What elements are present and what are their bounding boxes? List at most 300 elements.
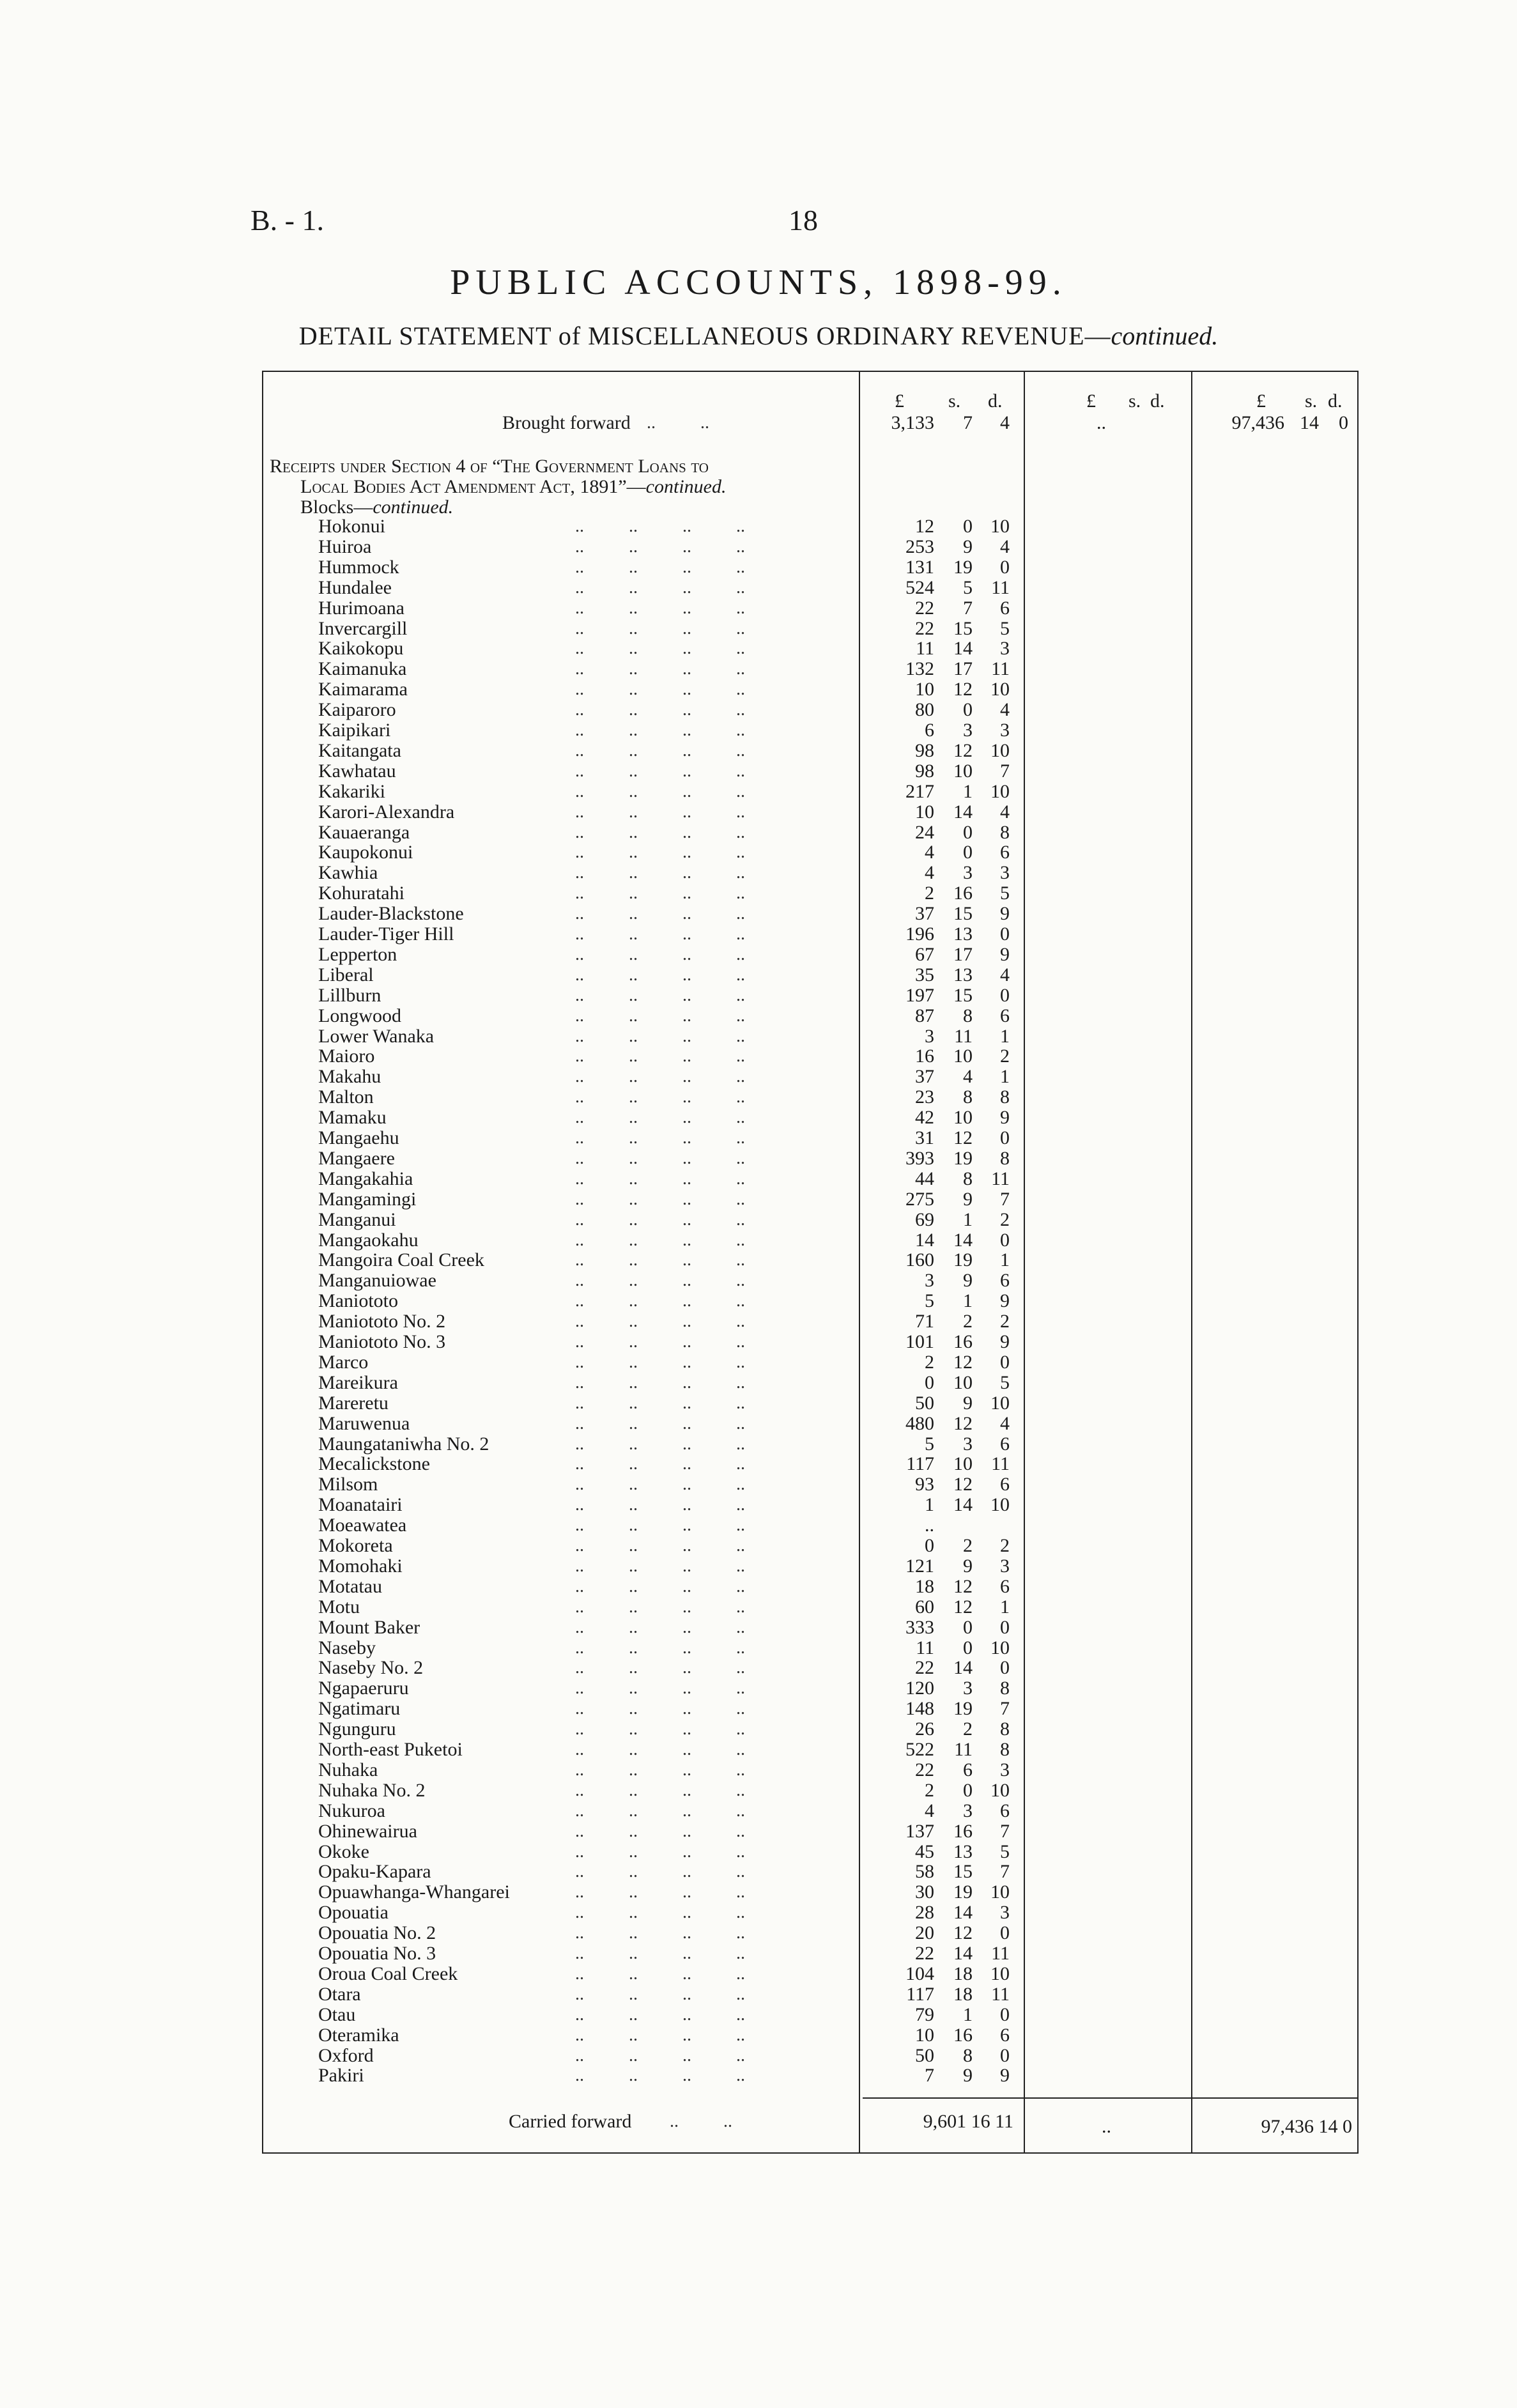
table-row xyxy=(0,619,1517,639)
row-leader-dots: .. .. .. .. xyxy=(575,1658,745,1678)
row-block-name: Invercargill xyxy=(318,617,408,639)
table-row xyxy=(0,883,1517,904)
row-shillings: 10 xyxy=(953,1107,973,1129)
row-pence: 0 xyxy=(1000,923,1010,945)
row-block-name: Okoke xyxy=(318,1841,369,1862)
row-pounds: 87 xyxy=(915,1005,934,1026)
row-leader-dots: .. .. .. .. xyxy=(575,577,745,598)
row-block-name: Huiroa xyxy=(318,536,372,557)
row-block-name: Moeawatea xyxy=(318,1515,407,1536)
row-shillings: 18 xyxy=(953,1963,973,1984)
table-row xyxy=(0,1882,1517,1902)
row-pounds: 12 xyxy=(915,516,934,537)
row-leader-dots: .. .. .. .. xyxy=(575,516,745,536)
row-shillings: 15 xyxy=(953,903,973,925)
row-pence: 6 xyxy=(1000,1270,1010,1292)
row-pounds: 30 xyxy=(915,1881,934,1903)
row-pence: 0 xyxy=(1000,556,1010,578)
row-pence: 3 xyxy=(1000,1555,1010,1577)
row-pounds: 67 xyxy=(915,943,934,965)
table-row xyxy=(0,782,1517,802)
row-leader-dots: .. .. .. .. xyxy=(575,964,745,985)
row-block-name: Nukuroa xyxy=(318,1800,385,1821)
row-block-name: Kaiparoro xyxy=(318,699,396,721)
table-row xyxy=(0,1006,1517,1026)
row-pounds: 117 xyxy=(906,1453,934,1475)
row-block-name: Oroua Coal Creek xyxy=(318,1963,458,1984)
row-shillings: 12 xyxy=(953,1127,973,1148)
col1-pound-heading: £ xyxy=(895,390,904,412)
row-leader-dots: .. .. .. .. xyxy=(575,1230,745,1250)
row-block-name: Mamaku xyxy=(318,1107,387,1129)
row-leader-dots: .. .. .. .. xyxy=(575,904,745,924)
table-row xyxy=(0,1108,1517,1128)
row-pence: 10 xyxy=(990,679,1010,700)
table-row xyxy=(0,802,1517,822)
row-pence: 7 xyxy=(1000,1861,1010,1883)
row-pounds: 3 xyxy=(925,1270,934,1292)
row-block-name: Kaikokopu xyxy=(318,638,404,660)
row-pence: 0 xyxy=(1000,2003,1010,2025)
row-leader-dots: .. .. .. .. xyxy=(575,1005,745,1026)
row-pounds: 93 xyxy=(915,1474,934,1495)
row-block-name: Opouatia No. 2 xyxy=(318,1922,436,1944)
row-block-name: Kohuratahi xyxy=(318,883,404,904)
row-leader-dots: .. .. .. .. xyxy=(575,700,745,720)
row-block-name: Longwood xyxy=(318,1005,401,1026)
row-leader-dots: .. .. .. .. xyxy=(575,1576,745,1596)
table-row xyxy=(0,1230,1517,1251)
row-leader-dots: .. .. .. .. xyxy=(575,1984,745,2004)
row-pounds: 196 xyxy=(905,923,934,945)
row-leader-dots: .. .. .. .. xyxy=(575,1596,745,1617)
row-leader-dots: .. .. .. .. xyxy=(575,1291,745,1311)
table-row xyxy=(0,1148,1517,1169)
row-pence: 8 xyxy=(1000,1718,1010,1740)
row-pounds: 45 xyxy=(915,1841,934,1862)
row-shillings: 11 xyxy=(954,1025,973,1047)
row-pounds: 4 xyxy=(925,1800,934,1821)
table-row xyxy=(0,516,1517,537)
section-heading-line2-text: Local Bodies Act Amendment Act, 1891”— xyxy=(300,476,646,497)
carried-forward-label: Carried forward xyxy=(509,2111,632,2132)
table-row xyxy=(0,965,1517,985)
table-row xyxy=(0,1760,1517,1780)
row-pounds: 11 xyxy=(916,1637,934,1658)
table-row xyxy=(0,1189,1517,1210)
row-pence: 11 xyxy=(991,1168,1010,1189)
row-pence: 3 xyxy=(1000,638,1010,660)
row-shillings: 0 xyxy=(963,1616,973,1638)
row-leader-dots: .. .. .. .. xyxy=(575,1372,745,1393)
table-row xyxy=(0,761,1517,782)
row-pence: 3 xyxy=(1000,1902,1010,1924)
row-pence: 0 xyxy=(1000,1922,1010,1944)
table-row xyxy=(0,863,1517,883)
row-leader-dots: .. .. .. .. xyxy=(575,883,745,904)
row-shillings: 16 xyxy=(953,2024,973,2046)
row-shillings: 13 xyxy=(953,964,973,985)
blocks-sublabel xyxy=(300,497,453,518)
row-block-name: Hurimoana xyxy=(318,597,404,619)
table-row xyxy=(0,1617,1517,1638)
table-row xyxy=(0,1454,1517,1474)
row-leader-dots: .. .. .. .. xyxy=(575,1352,745,1372)
section-heading-line2 xyxy=(300,477,726,497)
row-pounds: 22 xyxy=(915,1759,934,1780)
row-block-name: Lillburn xyxy=(318,984,381,1006)
row-pence: 9 xyxy=(1000,1107,1010,1129)
row-pence: 0 xyxy=(1000,984,1010,1006)
table-row xyxy=(0,1943,1517,1964)
row-pounds: 10 xyxy=(915,2024,934,2046)
row-block-name: Maioro xyxy=(318,1046,375,1067)
row-block-name: Oteramika xyxy=(318,2024,399,2046)
row-pounds: 120 xyxy=(905,1678,934,1699)
row-pounds: 10 xyxy=(915,679,934,700)
row-pence: 5 xyxy=(1000,883,1010,904)
row-block-name: Nuhaka xyxy=(318,1759,378,1780)
row-block-name: Mount Baker xyxy=(318,1616,420,1638)
row-block-name: Kaipikari xyxy=(318,720,391,741)
row-leader-dots: .. .. .. .. xyxy=(575,1209,745,1230)
row-shillings: 7 xyxy=(963,597,973,619)
row-leader-dots: .. .. .. .. xyxy=(575,1393,745,1413)
row-leader-dots: .. .. .. .. xyxy=(575,536,745,557)
carried-forward-col3: 97,436 14 0 xyxy=(1261,2116,1352,2137)
row-leader-dots: .. .. .. .. xyxy=(575,1311,745,1332)
row-block-name: Liberal xyxy=(318,964,374,985)
subtitle-continued: continued. xyxy=(1111,321,1219,350)
row-pence: 4 xyxy=(1000,699,1010,721)
row-leader-dots: .. .. .. .. xyxy=(575,1067,745,1087)
row-pounds: 4 xyxy=(925,862,934,884)
table-row xyxy=(0,1434,1517,1455)
row-pounds: 24 xyxy=(915,821,934,843)
table-row xyxy=(0,1393,1517,1414)
col3-pence-heading: d. xyxy=(1328,390,1343,412)
table-row xyxy=(0,1964,1517,1984)
row-shillings: 2 xyxy=(963,1535,973,1556)
table-row xyxy=(0,1373,1517,1393)
table-row xyxy=(0,1332,1517,1352)
row-pence: 0 xyxy=(1000,1351,1010,1373)
row-pounds: 522 xyxy=(905,1739,934,1760)
table-row xyxy=(0,1270,1517,1291)
row-shillings: 19 xyxy=(953,1698,973,1720)
row-shillings: 9 xyxy=(963,1270,973,1292)
row-block-name: Malton xyxy=(318,1086,374,1108)
carried-forward-col1: 9,601 16 11 xyxy=(923,2111,1013,2132)
row-pounds: 1 xyxy=(925,1494,934,1516)
brought-forward-col1-pence: 4 xyxy=(1000,412,1010,433)
section-heading-continued: continued. xyxy=(645,476,727,497)
table-row xyxy=(0,1719,1517,1740)
row-leader-dots: .. .. .. .. xyxy=(575,2025,745,2045)
row-shillings: 12 xyxy=(953,1922,973,1944)
row-pounds: 10 xyxy=(915,801,934,822)
table-row xyxy=(0,741,1517,761)
row-pence: 7 xyxy=(1000,760,1010,782)
row-block-name: Ohinewairua xyxy=(318,1820,417,1842)
table-row xyxy=(0,2005,1517,2025)
row-shillings: 4 xyxy=(963,1066,973,1088)
row-block-name: Lower Wanaka xyxy=(318,1025,435,1047)
row-block-name: Ngatimaru xyxy=(318,1698,401,1720)
row-shillings: 9 xyxy=(963,2065,973,2087)
row-leader-dots: .. .. .. .. xyxy=(575,1902,745,1923)
row-pounds: 35 xyxy=(915,964,934,985)
row-shillings: 3 xyxy=(963,862,973,884)
row-pounds: 58 xyxy=(915,1861,934,1883)
row-pounds: 217 xyxy=(905,780,934,802)
table-row xyxy=(0,1902,1517,1923)
row-pounds: 79 xyxy=(915,2003,934,2025)
row-leader-dots: .. .. .. .. xyxy=(575,659,745,679)
row-pence: 8 xyxy=(1000,1147,1010,1169)
row-leader-dots: .. .. .. .. xyxy=(575,1189,745,1209)
row-pounds: 44 xyxy=(915,1168,934,1189)
row-leader-dots: .. .. .. .. xyxy=(575,1740,745,1759)
row-leader-dots: .. .. .. .. xyxy=(575,740,745,760)
row-pounds: 14 xyxy=(915,1229,934,1251)
row-leader-dots: .. .. .. .. xyxy=(575,1536,745,1555)
row-block-name: Mokoreta xyxy=(318,1535,393,1556)
row-block-name: Motu xyxy=(318,1596,360,1617)
table-row xyxy=(0,557,1517,578)
row-leader-dots: .. .. .. .. xyxy=(575,1555,745,1576)
row-block-name: Kawhia xyxy=(318,862,378,884)
row-pounds: 22 xyxy=(915,597,934,619)
row-shillings: 14 xyxy=(953,638,973,660)
row-leader-dots: .. .. .. .. xyxy=(575,598,745,618)
table-row xyxy=(0,1699,1517,1719)
subtitle-main: DETAIL STATEMENT of MISCELLANEOUS ORDINARY REVENUE— xyxy=(298,321,1111,350)
row-block-name: Mangaere xyxy=(318,1147,395,1169)
row-pence: 0 xyxy=(1000,1127,1010,1148)
row-leader-dots: .. .. .. .. xyxy=(575,1250,745,1270)
row-shillings: 14 xyxy=(953,1494,973,1516)
row-pounds: 393 xyxy=(905,1147,934,1169)
row-pounds: 18 xyxy=(915,1575,934,1597)
row-pence: 1 xyxy=(1000,1249,1010,1271)
row-pence: 4 xyxy=(1000,536,1010,557)
row-leader-dots: .. .. .. .. xyxy=(575,1759,745,1780)
col1-shilling-heading: s. xyxy=(948,390,961,412)
brought-forward-col1-shilling: 7 xyxy=(963,412,973,433)
row-pence: 7 xyxy=(1000,1820,1010,1842)
row-pence: 10 xyxy=(990,780,1010,802)
table-row xyxy=(0,1067,1517,1087)
row-block-name: Manganuiowae xyxy=(318,1270,436,1292)
row-pounds: 50 xyxy=(915,1392,934,1414)
row-block-name: Naseby No. 2 xyxy=(318,1657,424,1679)
row-shillings: 19 xyxy=(953,556,973,578)
page-subtitle xyxy=(0,321,1517,351)
row-pence: 6 xyxy=(1000,1433,1010,1455)
table-row xyxy=(0,842,1517,863)
row-pence: 0 xyxy=(1000,2044,1010,2066)
row-pence: 1 xyxy=(1000,1025,1010,1047)
row-leader-dots: .. .. .. .. xyxy=(575,1617,745,1637)
table-row xyxy=(0,2025,1517,2046)
row-pounds: 333 xyxy=(905,1616,934,1638)
row-block-name: Kauaeranga xyxy=(318,821,410,843)
row-pence: 8 xyxy=(1000,821,1010,843)
table-row xyxy=(0,1658,1517,1678)
table-row xyxy=(0,1577,1517,1597)
row-pounds: 98 xyxy=(915,739,934,761)
row-pence: 9 xyxy=(1000,1331,1010,1352)
row-shillings: 10 xyxy=(953,760,973,782)
row-shillings: 12 xyxy=(953,739,973,761)
row-pounds: 5 xyxy=(925,1290,934,1312)
row-pounds: 28 xyxy=(915,1902,934,1924)
row-pence: 4 xyxy=(1000,964,1010,985)
col1-pence-heading: d. xyxy=(988,390,1003,412)
table-row xyxy=(0,945,1517,965)
row-shillings: 1 xyxy=(963,1290,973,1312)
row-block-name: Pakiri xyxy=(318,2065,364,2087)
row-leader-dots: .. .. .. .. xyxy=(575,618,745,638)
row-pence: 11 xyxy=(991,1943,1010,1964)
row-pence: 10 xyxy=(990,516,1010,537)
row-pence: 5 xyxy=(1000,1841,1010,1862)
row-pounds: 4 xyxy=(925,842,934,863)
row-block-name: Motatau xyxy=(318,1575,382,1597)
table-row xyxy=(0,1556,1517,1577)
row-shillings: 12 xyxy=(953,1575,973,1597)
row-pounds: 37 xyxy=(915,903,934,925)
row-block-name: Kawhatau xyxy=(318,760,396,782)
row-leader-dots: .. .. .. .. xyxy=(575,1821,745,1841)
row-leader-dots: .. .. .. .. xyxy=(575,1168,745,1189)
row-shillings: 3 xyxy=(963,1678,973,1699)
row-block-name: Makahu xyxy=(318,1066,381,1088)
row-leader-dots: .. .. .. .. xyxy=(575,944,745,964)
row-pence: 10 xyxy=(990,1392,1010,1414)
row-shillings: 8 xyxy=(963,1086,973,1108)
row-leader-dots: .. .. .. .. xyxy=(575,1026,745,1046)
brought-forward-label: Brought forward xyxy=(502,412,631,433)
row-leader-dots: .. .. .. .. xyxy=(575,1332,745,1352)
table-row xyxy=(0,1210,1517,1230)
row-block-name: Manganui xyxy=(318,1208,396,1230)
table-top-rule xyxy=(262,371,1359,372)
row-leader-dots: .. .. .. .. xyxy=(575,2065,745,2086)
blocks-sublabel-text: Blocks— xyxy=(300,497,373,518)
row-pounds: 0 xyxy=(925,1371,934,1393)
brought-forward-col3-pence: 0 xyxy=(1339,412,1348,433)
row-block-name: Maungataniwha No. 2 xyxy=(318,1433,489,1455)
row-leader-dots: .. .. .. .. xyxy=(575,924,745,944)
row-leader-dots: .. .. .. .. xyxy=(575,1413,745,1433)
table-row xyxy=(0,1780,1517,1801)
row-pence: 0 xyxy=(1000,1657,1010,1679)
row-pence: 10 xyxy=(990,1779,1010,1801)
row-shillings: 12 xyxy=(953,1412,973,1434)
row-pence: 7 xyxy=(1000,1698,1010,1720)
row-block-name: Mecalickstone xyxy=(318,1453,430,1475)
row-block-name: Kaupokonui xyxy=(318,842,413,863)
table-row xyxy=(0,1515,1517,1536)
row-shillings: 18 xyxy=(953,1983,973,2005)
row-block-name: North-east Puketoi xyxy=(318,1739,463,1760)
row-block-name: Kakariki xyxy=(318,780,385,802)
row-pounds: 101 xyxy=(905,1331,934,1352)
col3-shilling-heading: s. xyxy=(1305,390,1318,412)
row-pence: 11 xyxy=(991,658,1010,680)
row-leader-dots: .. .. .. .. xyxy=(575,557,745,577)
row-block-name: Mareikura xyxy=(318,1371,398,1393)
row-pounds: 37 xyxy=(915,1066,934,1088)
row-block-name: Maniototo xyxy=(318,1290,398,1312)
row-shillings: 1 xyxy=(963,2003,973,2025)
row-leader-dots: .. .. .. .. xyxy=(575,1841,745,1862)
table-row xyxy=(0,1474,1517,1495)
row-leader-dots: .. .. .. .. xyxy=(575,1943,745,1963)
row-pence: 9 xyxy=(1000,943,1010,965)
row-pence: 2 xyxy=(1000,1046,1010,1067)
row-pence: 5 xyxy=(1000,617,1010,639)
row-shillings: 3 xyxy=(963,1433,973,1455)
row-block-name: Kaimarama xyxy=(318,679,408,700)
row-pounds: 0 xyxy=(925,1535,934,1556)
table-row xyxy=(0,1740,1517,1760)
row-pounds: 197 xyxy=(905,984,934,1006)
row-leader-dots: .. .. .. .. xyxy=(575,1678,745,1699)
row-block-name: Ngunguru xyxy=(318,1718,396,1740)
table-row xyxy=(0,1087,1517,1108)
row-shillings: 5 xyxy=(963,576,973,598)
row-leader-dots: .. .. .. .. xyxy=(575,1495,745,1515)
row-block-name: Opuawhanga-Whangarei xyxy=(318,1881,510,1903)
table-row xyxy=(0,822,1517,843)
row-shillings: 16 xyxy=(953,1331,973,1352)
row-shillings: 15 xyxy=(953,617,973,639)
row-shillings: 16 xyxy=(953,1820,973,1842)
row-shillings: 10 xyxy=(953,1371,973,1393)
row-pence: 4 xyxy=(1000,1412,1010,1434)
row-shillings: 1 xyxy=(963,1208,973,1230)
row-pence: 2 xyxy=(1000,1208,1010,1230)
row-pence: 11 xyxy=(991,1453,1010,1475)
table-row xyxy=(0,1046,1517,1067)
row-pounds: 50 xyxy=(915,2044,934,2066)
row-leader-dots: .. .. .. .. xyxy=(575,1454,745,1474)
row-pence: 4 xyxy=(1000,801,1010,822)
row-shillings: 6 xyxy=(963,1759,973,1780)
row-block-name: Lauder-Blackstone xyxy=(318,903,464,925)
row-shillings: 12 xyxy=(953,1351,973,1373)
row-pence: 2 xyxy=(1000,1535,1010,1556)
brought-forward-col3-pound: 97,436 xyxy=(1231,412,1284,433)
row-leader-dots: .. .. .. .. xyxy=(575,1699,745,1719)
row-pounds: 26 xyxy=(915,1718,934,1740)
row-pence: 5 xyxy=(1000,1371,1010,1393)
row-pounds: 137 xyxy=(905,1820,934,1842)
row-pounds: 117 xyxy=(906,1983,934,2005)
table-row xyxy=(0,679,1517,700)
row-pence: 3 xyxy=(1000,720,1010,741)
row-leader-dots: .. .. .. .. xyxy=(575,842,745,863)
row-block-name: Lepperton xyxy=(318,943,397,965)
row-leader-dots: .. .. .. .. xyxy=(575,1148,745,1168)
brought-forward-leader: .. .. xyxy=(647,413,709,433)
row-pence: 8 xyxy=(1000,1678,1010,1699)
table-row xyxy=(0,1169,1517,1189)
row-shillings: 9 xyxy=(963,1188,973,1210)
